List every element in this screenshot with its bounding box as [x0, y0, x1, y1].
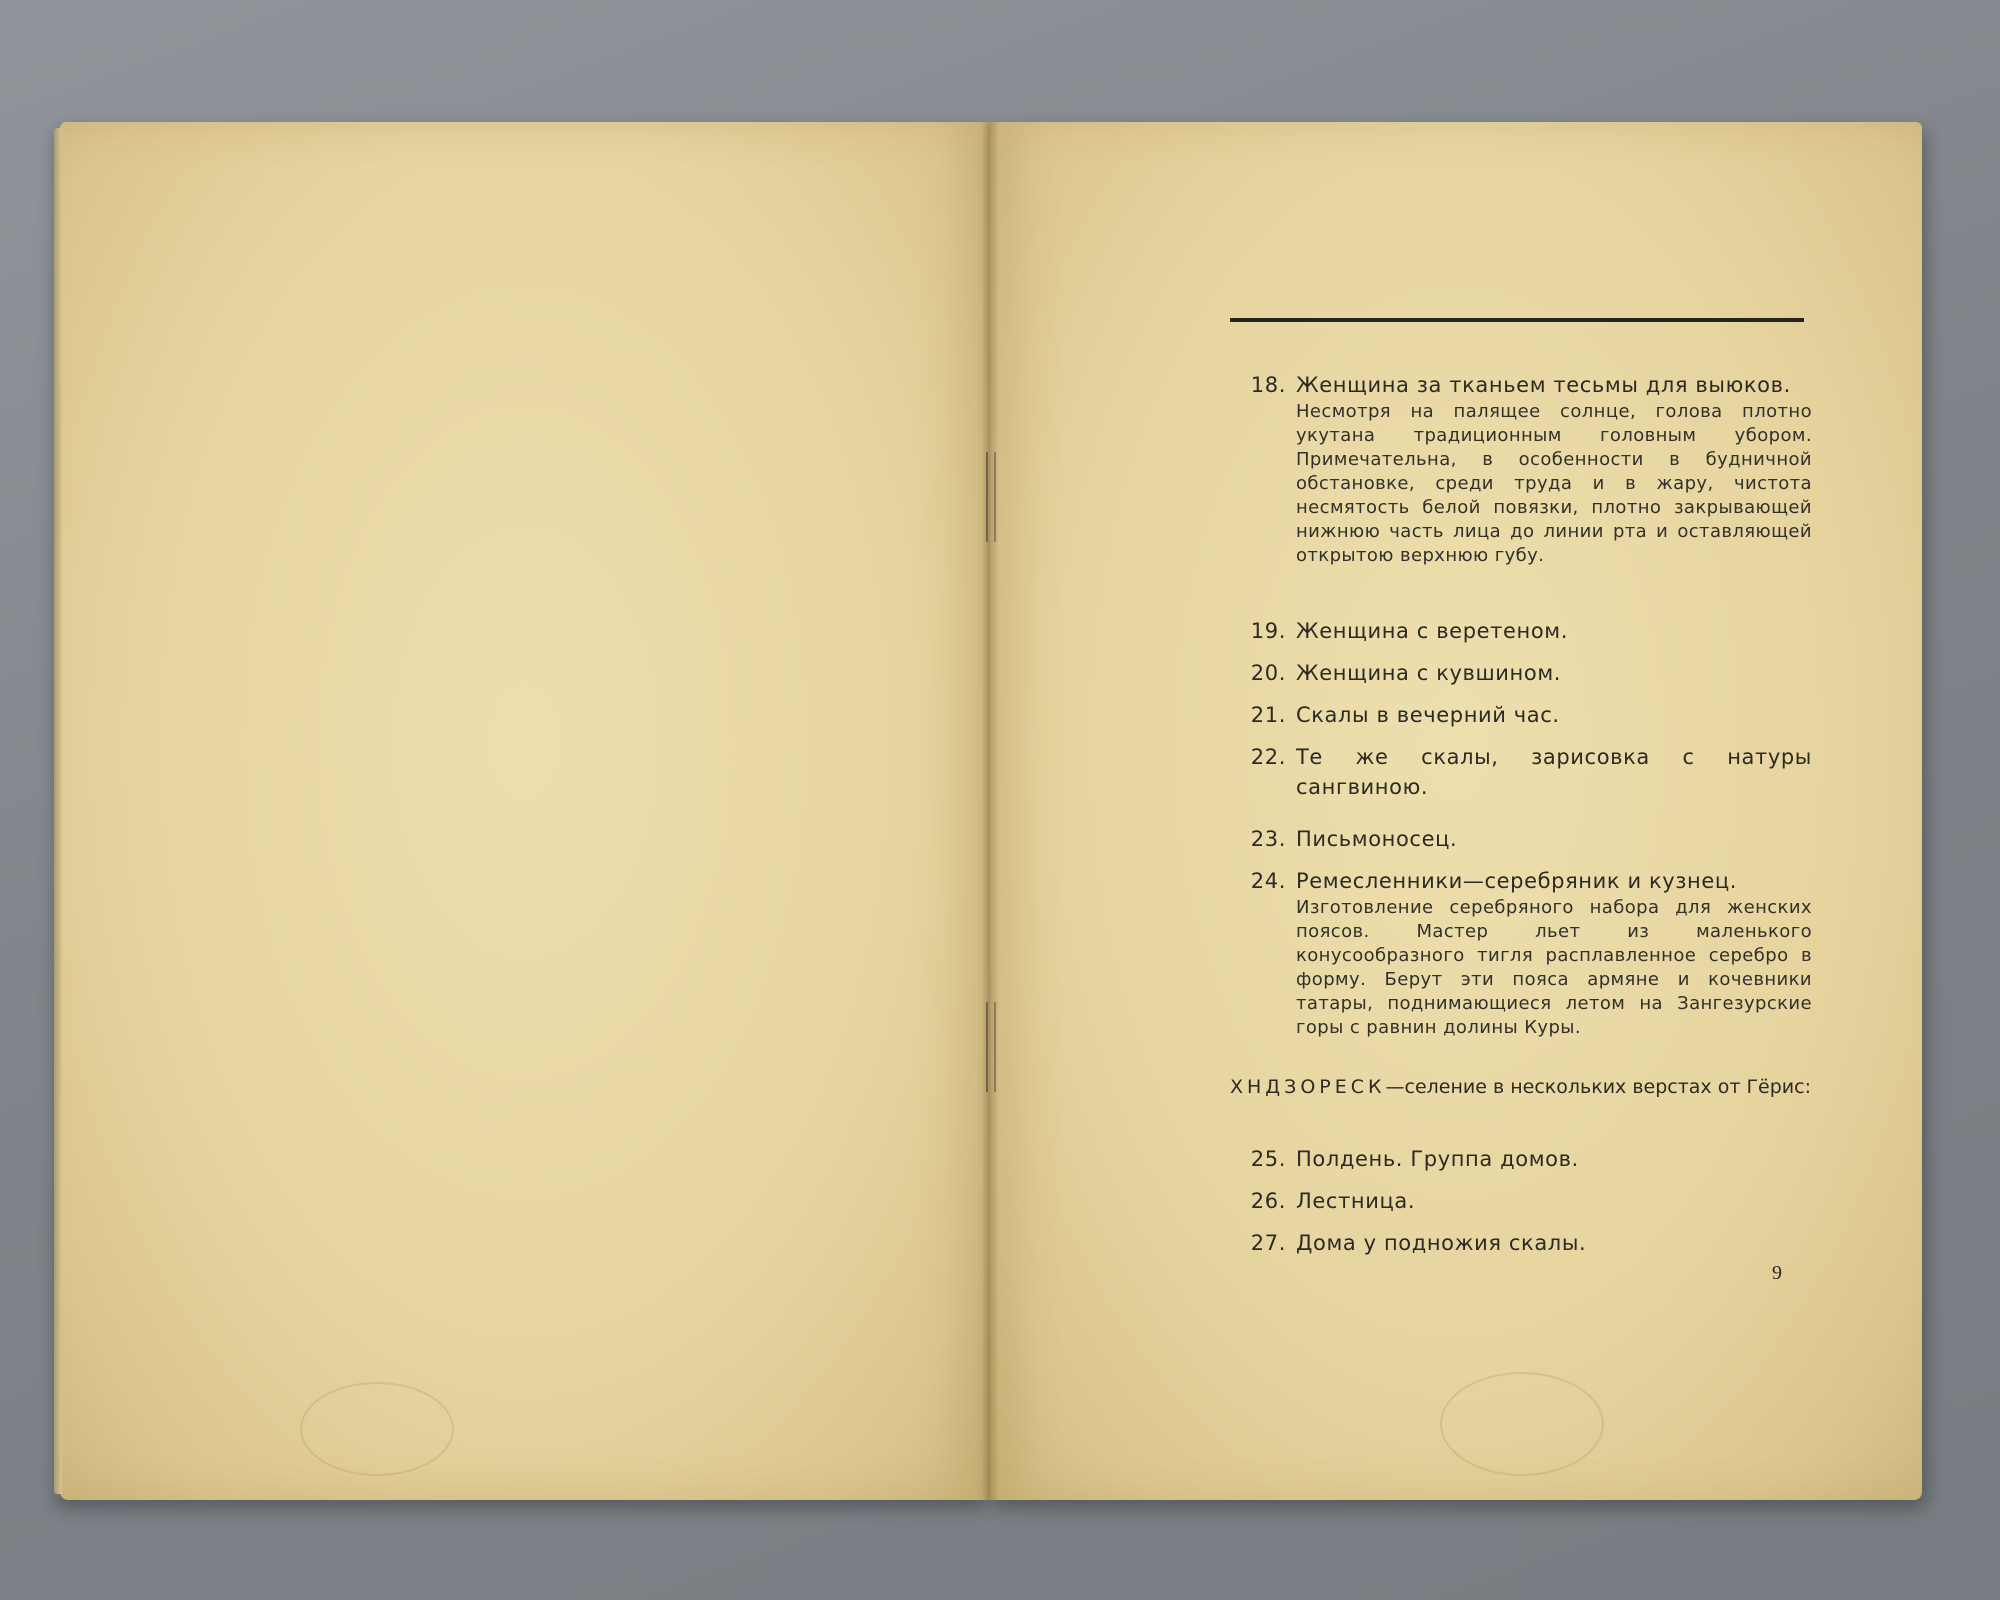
entry-description: Несмотря на палящее солнце, голова плотно укутана традиционным головным убором. Примечательна, в особенности в будничной обстановке, среди труда и в жару, чистота несмятость белой повязки, плотно закрывающей нижнюю часть лица до линии рта и оставляющей открытою верхнюю губу. [1296, 401, 1812, 566]
page-number: 9 [1772, 1262, 1782, 1284]
entry-number: 24. [1250, 869, 1286, 893]
list-item-25 [1230, 1144, 1812, 1174]
list-item-24 [1230, 866, 1812, 1040]
entry-number: 19. [1250, 619, 1286, 643]
entry-number: 22. [1250, 745, 1286, 769]
entry-title: Женщина с веретеном. [1296, 619, 1568, 643]
staple-top [986, 452, 996, 542]
top-rule [1230, 318, 1804, 322]
entry-description: Изготовление серебряного набора для женских поясов. Мастер льет из маленького конусообразного тигля расплавленное серебро в форму. Берут эти пояса армяне и кочевники татары, поднимающиеся летом на Зангезурские горы с равнин долины Куры. [1296, 897, 1812, 1038]
entry-number: 26. [1250, 1189, 1286, 1213]
open-booklet [60, 122, 1922, 1500]
entry-title: Женщина с кувшином. [1296, 661, 1562, 685]
staple-bottom [986, 1002, 996, 1092]
list-item-21 [1230, 700, 1812, 730]
entry-title: Дома у подножия скалы. [1296, 1231, 1587, 1255]
entry-title: Те же скалы, зарисовка с натуры сангвиною. [1296, 745, 1812, 799]
entry-title: Скалы в вечерний час. [1296, 703, 1560, 727]
entry-number: 18. [1250, 373, 1286, 397]
section-heading [1230, 1074, 1812, 1100]
entry-title: Женщина за тканьем тесьмы для выюков. [1296, 373, 1791, 397]
page-edge [54, 128, 62, 1494]
list-item-27 [1230, 1228, 1812, 1258]
entry-title: Ремесленники—серебряник и кузнец. [1296, 869, 1738, 893]
left-page [60, 122, 990, 1500]
entry-title: Лестница. [1296, 1189, 1416, 1213]
page-content [1230, 122, 1812, 1500]
entry-number: 21. [1250, 703, 1286, 727]
entry-number: 20. [1250, 661, 1286, 685]
entry-title: Полдень. Группа домов. [1296, 1147, 1579, 1171]
entry-number: 27. [1250, 1231, 1286, 1255]
entry-title: Письмоносец. [1296, 827, 1458, 851]
section-name: ХНДЗОРЕСК [1230, 1076, 1386, 1098]
list-item-19 [1230, 616, 1812, 646]
booklet-gutter [982, 122, 998, 1500]
list-item-23 [1230, 824, 1812, 854]
list-item-18 [1230, 370, 1812, 568]
entry-number: 25. [1250, 1147, 1286, 1171]
list-item-20 [1230, 658, 1812, 688]
section-description: —селение в нескольких верстах от Гёрис: [1385, 1076, 1811, 1098]
list-item-26 [1230, 1186, 1812, 1216]
entry-number: 23. [1250, 827, 1286, 851]
list-item-22 [1230, 742, 1812, 802]
page-stain [300, 1382, 454, 1476]
